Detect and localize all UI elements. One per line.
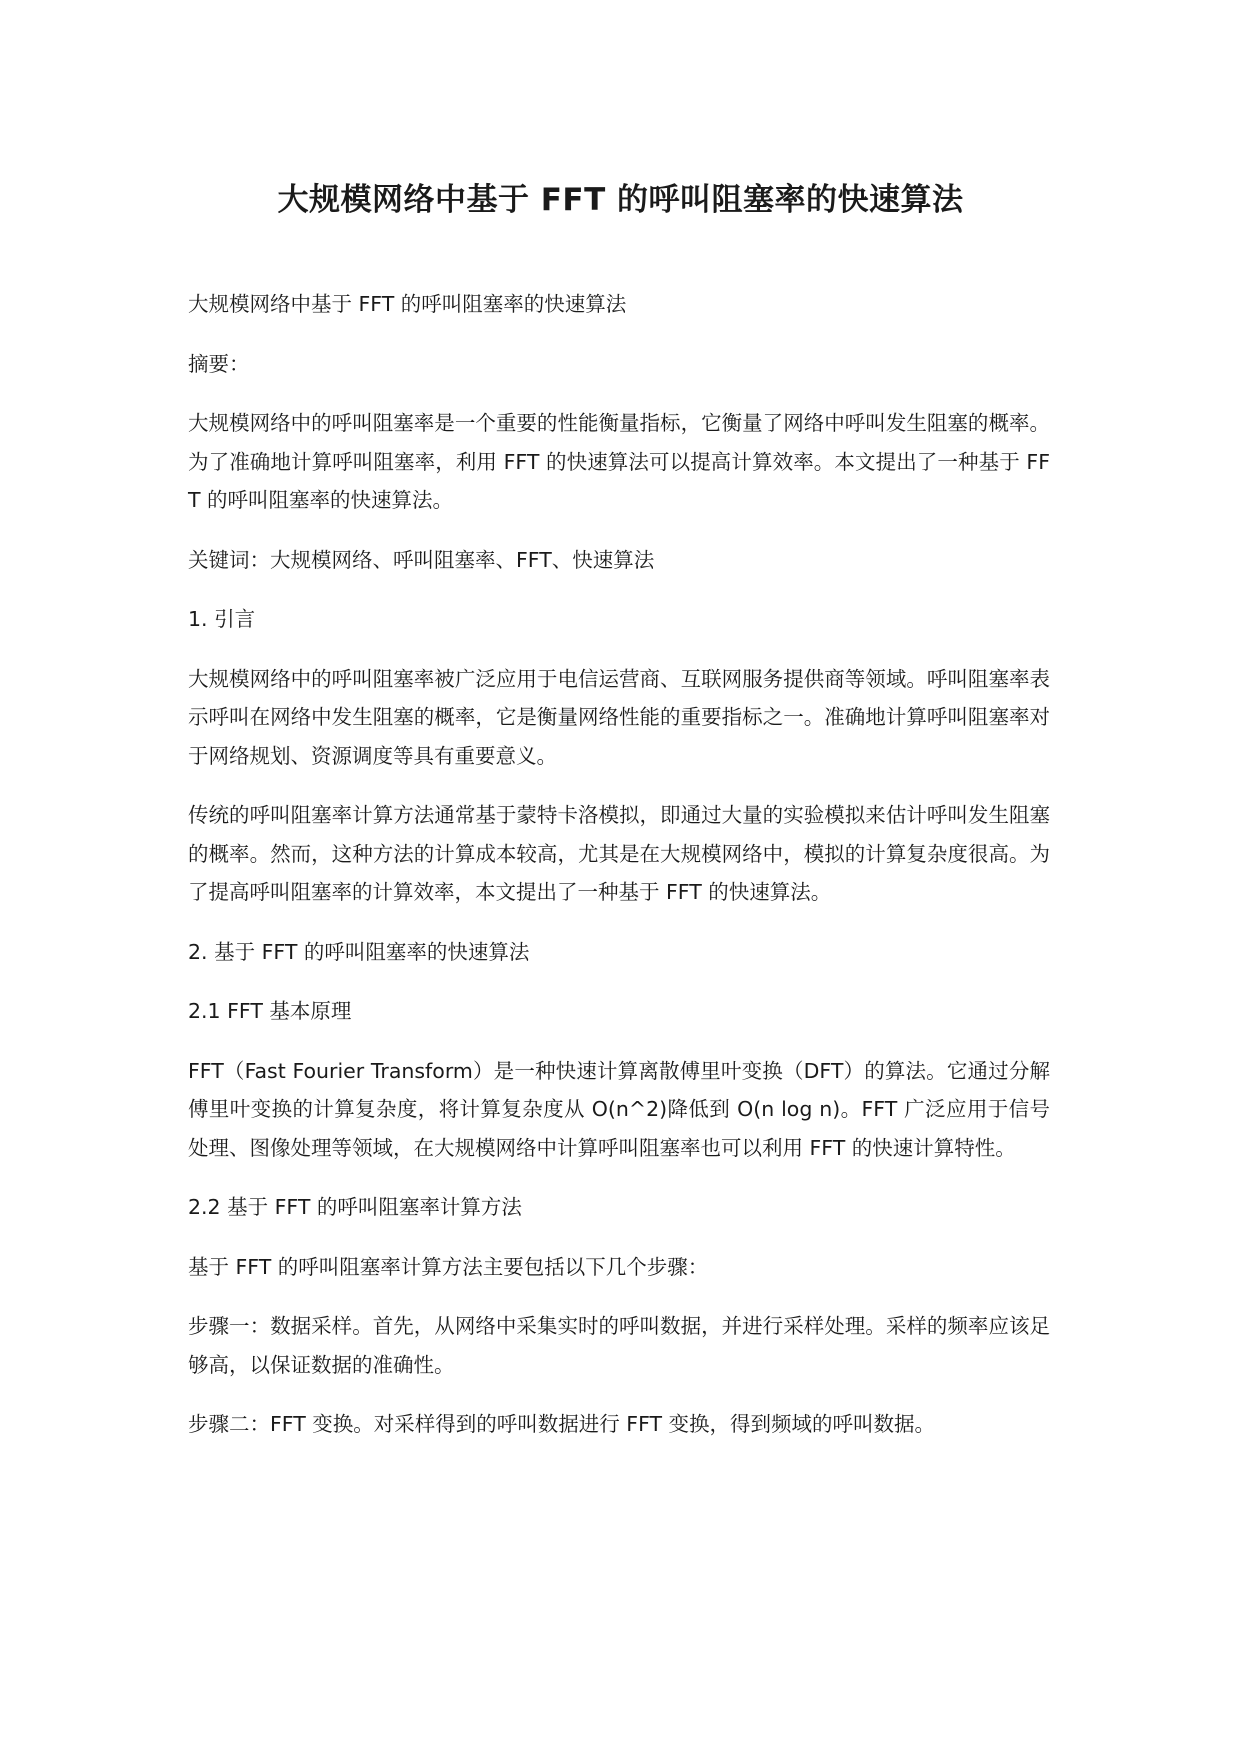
section-heading-introduction: 1. 引言	[188, 607, 256, 631]
subsection-heading-calculation-method: 2.2 基于 FFT 的呼叫阻塞率计算方法	[188, 1195, 522, 1219]
step-one-paragraph: 步骤一：数据采样。首先，从网络中采集实时的呼叫数据，并进行采样处理。采样的频率应该足够高，以保证数据的准确性。	[188, 1314, 1050, 1377]
document-body	[188, 285, 1050, 1465]
intro-paragraph-1: 大规模网络中的呼叫阻塞率被广泛应用于电信运营商、互联网服务提供商等领域。呼叫阻塞率表示呼叫在网络中发生阻塞的概率，它是衡量网络性能的重要指标之一。准确地计算呼叫阻塞率对于网络规划、资源调度等具有重要意义。	[188, 666, 1050, 768]
abstract-heading: 摘要：	[188, 351, 250, 376]
step-two-paragraph: 步骤二：FFT 变换。对采样得到的呼叫数据进行 FFT 变换，得到频域的呼叫数据。	[188, 1412, 936, 1436]
subsection-heading-fft-principle: 2.1 FFT 基本原理	[188, 999, 352, 1023]
fft-principle-paragraph: FFT（Fast Fourier Transform）是一种快速计算离散傅里叶变换（DFT）的算法。它通过分解傅里叶变换的计算复杂度，将计算复杂度从 O(n^2)降低到 O(n log n)。FFT 广泛应用于信号处理、图像处理等领域，在大规模网络中计算呼叫阻塞率也可以利用 FFT 的快速计算特性。	[188, 1058, 1050, 1160]
keywords-paragraph: 关键词：大规模网络、呼叫阻塞率、FFT、快速算法	[188, 547, 655, 572]
section-heading-fft-algorithm: 2. 基于 FFT 的呼叫阻塞率的快速算法	[188, 939, 530, 964]
subtitle-paragraph: 大规模网络中基于 FFT 的呼叫阻塞率的快速算法	[188, 292, 627, 316]
document-title: 大规模网络中基于 FFT 的呼叫阻塞率的快速算法	[277, 182, 964, 218]
intro-paragraph-2: 传统的呼叫阻塞率计算方法通常基于蒙特卡洛模拟，即通过大量的实验模拟来估计呼叫发生阻塞的概率。然而，这种方法的计算成本较高，尤其是在大规模网络中，模拟的计算复杂度很高。为了提高呼叫阻塞率的计算效率，本文提出了一种基于 FFT 的快速算法。	[188, 803, 1050, 904]
abstract-paragraph: 大规模网络中的呼叫阻塞率是一个重要的性能衡量指标，它衡量了网络中呼叫发生阻塞的概率。为了准确地计算呼叫阻塞率，利用 FFT 的快速算法可以提高计算效率。本文提出了一种基于 FFT 的呼叫阻塞率的快速算法。	[188, 411, 1050, 512]
method-intro-paragraph: 基于 FFT 的呼叫阻塞率计算方法主要包括以下几个步骤：	[188, 1254, 709, 1279]
